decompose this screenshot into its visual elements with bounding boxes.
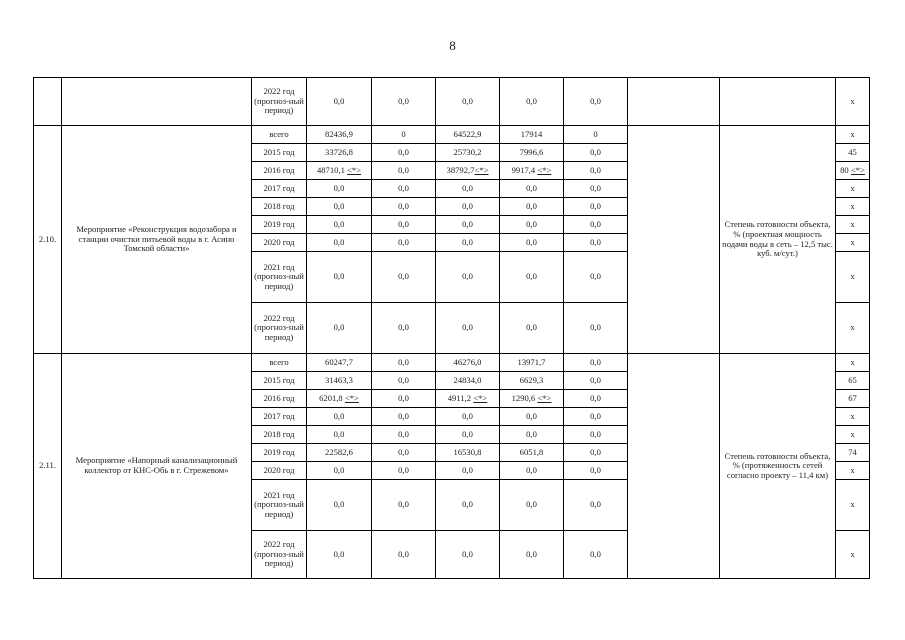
value-cell: 0,0 (372, 144, 436, 162)
value-cell: 0,0 (564, 444, 628, 462)
value-cell: 0,0 (564, 234, 628, 252)
page-number: 8 (449, 38, 456, 53)
table-row (34, 126, 870, 144)
target-cell: 65 (836, 372, 870, 390)
value-cell: 0,0 (500, 426, 564, 444)
value-cell: 0,0 (372, 354, 436, 372)
target-cell: x (836, 78, 870, 126)
target-cell: x (836, 354, 870, 372)
value-cell: 0,0 (436, 303, 500, 354)
value-cell: 0,0 (372, 462, 436, 480)
value-cell: 0,0 (307, 252, 372, 303)
item-number: 2.10. (34, 126, 62, 354)
year-cell: 2015 год (252, 372, 307, 390)
year-cell: 2015 год (252, 144, 307, 162)
item-number: 2.11. (34, 354, 62, 579)
indicator-cell (720, 78, 836, 126)
target-cell: 67 (836, 390, 870, 408)
year-cell: 2021 год (прогноз-ный период) (252, 252, 307, 303)
value-cell: 0,0 (500, 408, 564, 426)
value-cell: 0,0 (436, 78, 500, 126)
target-cell: x (836, 531, 870, 579)
value-cell: 4911,2 <*> (436, 390, 500, 408)
year-cell: 2017 год (252, 180, 307, 198)
value-cell: 0,0 (500, 303, 564, 354)
footnote-link[interactable]: <*> (344, 392, 359, 403)
value-cell: 0,0 (372, 252, 436, 303)
footnote-link[interactable]: <*> (347, 164, 362, 175)
value-cell: 0,0 (564, 252, 628, 303)
value-cell: 0,0 (307, 303, 372, 354)
value-cell: 0,0 (564, 390, 628, 408)
value-cell: 0 (564, 126, 628, 144)
empty-cell (628, 126, 720, 354)
number-cell (34, 78, 62, 126)
target-cell: x (836, 408, 870, 426)
value-cell: 0,0 (372, 198, 436, 216)
year-cell: 2016 год (252, 390, 307, 408)
value-cell: 0,0 (307, 408, 372, 426)
value-cell: 0,0 (500, 216, 564, 234)
value-cell: 0,0 (372, 408, 436, 426)
target-cell: x (836, 480, 870, 531)
target-cell: 45 (836, 144, 870, 162)
target-cell: x (836, 234, 870, 252)
footnote-link[interactable]: <*> (473, 392, 488, 403)
value-cell: 82436,9 (307, 126, 372, 144)
value-cell: 31463,3 (307, 372, 372, 390)
year-cell: 2019 год (252, 216, 307, 234)
value-cell: 0,0 (500, 78, 564, 126)
value-cell: 6201,8 <*> (307, 390, 372, 408)
footnote-link[interactable]: <*> (850, 164, 865, 175)
value-cell: 0,0 (564, 480, 628, 531)
value-cell: 0,0 (307, 462, 372, 480)
year-cell: 2017 год (252, 408, 307, 426)
value-cell: 0,0 (372, 234, 436, 252)
value-cell: 0,0 (564, 408, 628, 426)
value-cell: 25730,2 (436, 144, 500, 162)
value-cell: 0,0 (436, 408, 500, 426)
value-cell: 0,0 (307, 78, 372, 126)
value-cell: 64522,9 (436, 126, 500, 144)
year-cell: 2018 год (252, 426, 307, 444)
value-cell: 0,0 (372, 390, 436, 408)
value-cell: 9917,4 <*> (500, 162, 564, 180)
value-cell: 0,0 (372, 78, 436, 126)
value-cell: 0,0 (500, 462, 564, 480)
target-cell: x (836, 198, 870, 216)
value-cell: 0,0 (564, 354, 628, 372)
value-cell: 0,0 (564, 462, 628, 480)
target-cell: 80 <*> (836, 162, 870, 180)
name-cell (62, 78, 252, 126)
value-cell: 0,0 (436, 531, 500, 579)
footnote-link[interactable]: <*> (537, 392, 552, 403)
value-cell: 0,0 (436, 180, 500, 198)
value-cell: 0,0 (564, 162, 628, 180)
value-cell: 0,0 (436, 252, 500, 303)
year-cell: 2020 год (252, 234, 307, 252)
table-row (34, 78, 870, 126)
year-cell: 2019 год (252, 444, 307, 462)
year-cell: 2016 год (252, 162, 307, 180)
value-cell: 0,0 (372, 162, 436, 180)
value-cell: 0,0 (564, 144, 628, 162)
value-cell: 38792,7<*> (436, 162, 500, 180)
value-cell: 0,0 (372, 216, 436, 234)
year-cell: всего (252, 126, 307, 144)
item-name: Мероприятие «Реконструкция водозабора и станции очистки питьевой воды в г. Асино Томской области» (62, 126, 252, 354)
value-cell: 0,0 (500, 480, 564, 531)
value-cell: 0,0 (372, 303, 436, 354)
value-cell: 0,0 (564, 78, 628, 126)
value-cell: 46276,0 (436, 354, 500, 372)
value-cell: 0 (372, 126, 436, 144)
value-cell: 0,0 (307, 480, 372, 531)
value-cell: 0,0 (564, 531, 628, 579)
value-cell: 0,0 (372, 480, 436, 531)
value-cell: 6051,8 (500, 444, 564, 462)
footnote-link[interactable]: <*> (474, 164, 489, 175)
value-cell: 6629,3 (500, 372, 564, 390)
year-cell: 2022 год (прогноз-ный период) (252, 78, 307, 126)
target-cell: x (836, 252, 870, 303)
value-cell: 0,0 (436, 216, 500, 234)
target-cell: x (836, 126, 870, 144)
year-cell: 2020 год (252, 462, 307, 480)
target-cell: x (836, 180, 870, 198)
year-cell: 2021 год (прогноз-ный период) (252, 480, 307, 531)
year-cell: всего (252, 354, 307, 372)
indicator-cell: Степень готовности объекта, % (протяженность сетей согласно проекту – 11,4 км) (720, 354, 836, 579)
value-cell: 0,0 (307, 198, 372, 216)
value-cell: 0,0 (564, 303, 628, 354)
value-cell: 7996,6 (500, 144, 564, 162)
value-cell: 0,0 (564, 198, 628, 216)
value-cell: 0,0 (436, 462, 500, 480)
value-cell: 0,0 (500, 252, 564, 303)
empty-cell (628, 78, 720, 126)
value-cell: 1290,6 <*> (500, 390, 564, 408)
target-cell: x (836, 426, 870, 444)
value-cell: 0,0 (564, 216, 628, 234)
footnote-link[interactable]: <*> (537, 164, 552, 175)
value-cell: 0,0 (500, 531, 564, 579)
value-cell: 0,0 (564, 180, 628, 198)
year-cell: 2022 год (прогноз-ный период) (252, 531, 307, 579)
value-cell: 24834,0 (436, 372, 500, 390)
value-cell: 0,0 (372, 444, 436, 462)
program-table (33, 77, 870, 579)
value-cell: 48710,1 <*> (307, 162, 372, 180)
value-cell: 0,0 (372, 531, 436, 579)
value-cell: 0,0 (436, 480, 500, 531)
value-cell: 13971,7 (500, 354, 564, 372)
value-cell: 0,0 (500, 180, 564, 198)
value-cell: 16530,8 (436, 444, 500, 462)
target-cell: 74 (836, 444, 870, 462)
value-cell: 0,0 (372, 180, 436, 198)
empty-cell (628, 354, 720, 579)
value-cell: 0,0 (500, 234, 564, 252)
value-cell: 0,0 (436, 426, 500, 444)
value-cell: 0,0 (307, 180, 372, 198)
value-cell: 0,0 (372, 372, 436, 390)
value-cell: 0,0 (307, 216, 372, 234)
target-cell: x (836, 462, 870, 480)
value-cell: 60247,7 (307, 354, 372, 372)
indicator-cell: Степень готовности объекта, % (проектная мощность подачи воды в сеть – 12,5 тыс. куб. м/сут.) (720, 126, 836, 354)
value-cell: 0,0 (307, 426, 372, 444)
value-cell: 0,0 (307, 234, 372, 252)
target-cell: x (836, 216, 870, 234)
value-cell: 0,0 (436, 198, 500, 216)
value-cell: 0,0 (564, 372, 628, 390)
value-cell: 0,0 (307, 531, 372, 579)
table-row (34, 354, 870, 372)
value-cell: 0,0 (436, 234, 500, 252)
value-cell: 17914 (500, 126, 564, 144)
target-cell: x (836, 303, 870, 354)
item-name: Мероприятие «Напорный канализационный коллектор от КНС-Обь в г. Стрежевом» (62, 354, 252, 579)
year-cell: 2022 год (прогноз-ный период) (252, 303, 307, 354)
value-cell: 0,0 (372, 426, 436, 444)
value-cell: 33726,8 (307, 144, 372, 162)
value-cell: 22582,6 (307, 444, 372, 462)
value-cell: 0,0 (500, 198, 564, 216)
value-cell: 0,0 (564, 426, 628, 444)
year-cell: 2018 год (252, 198, 307, 216)
